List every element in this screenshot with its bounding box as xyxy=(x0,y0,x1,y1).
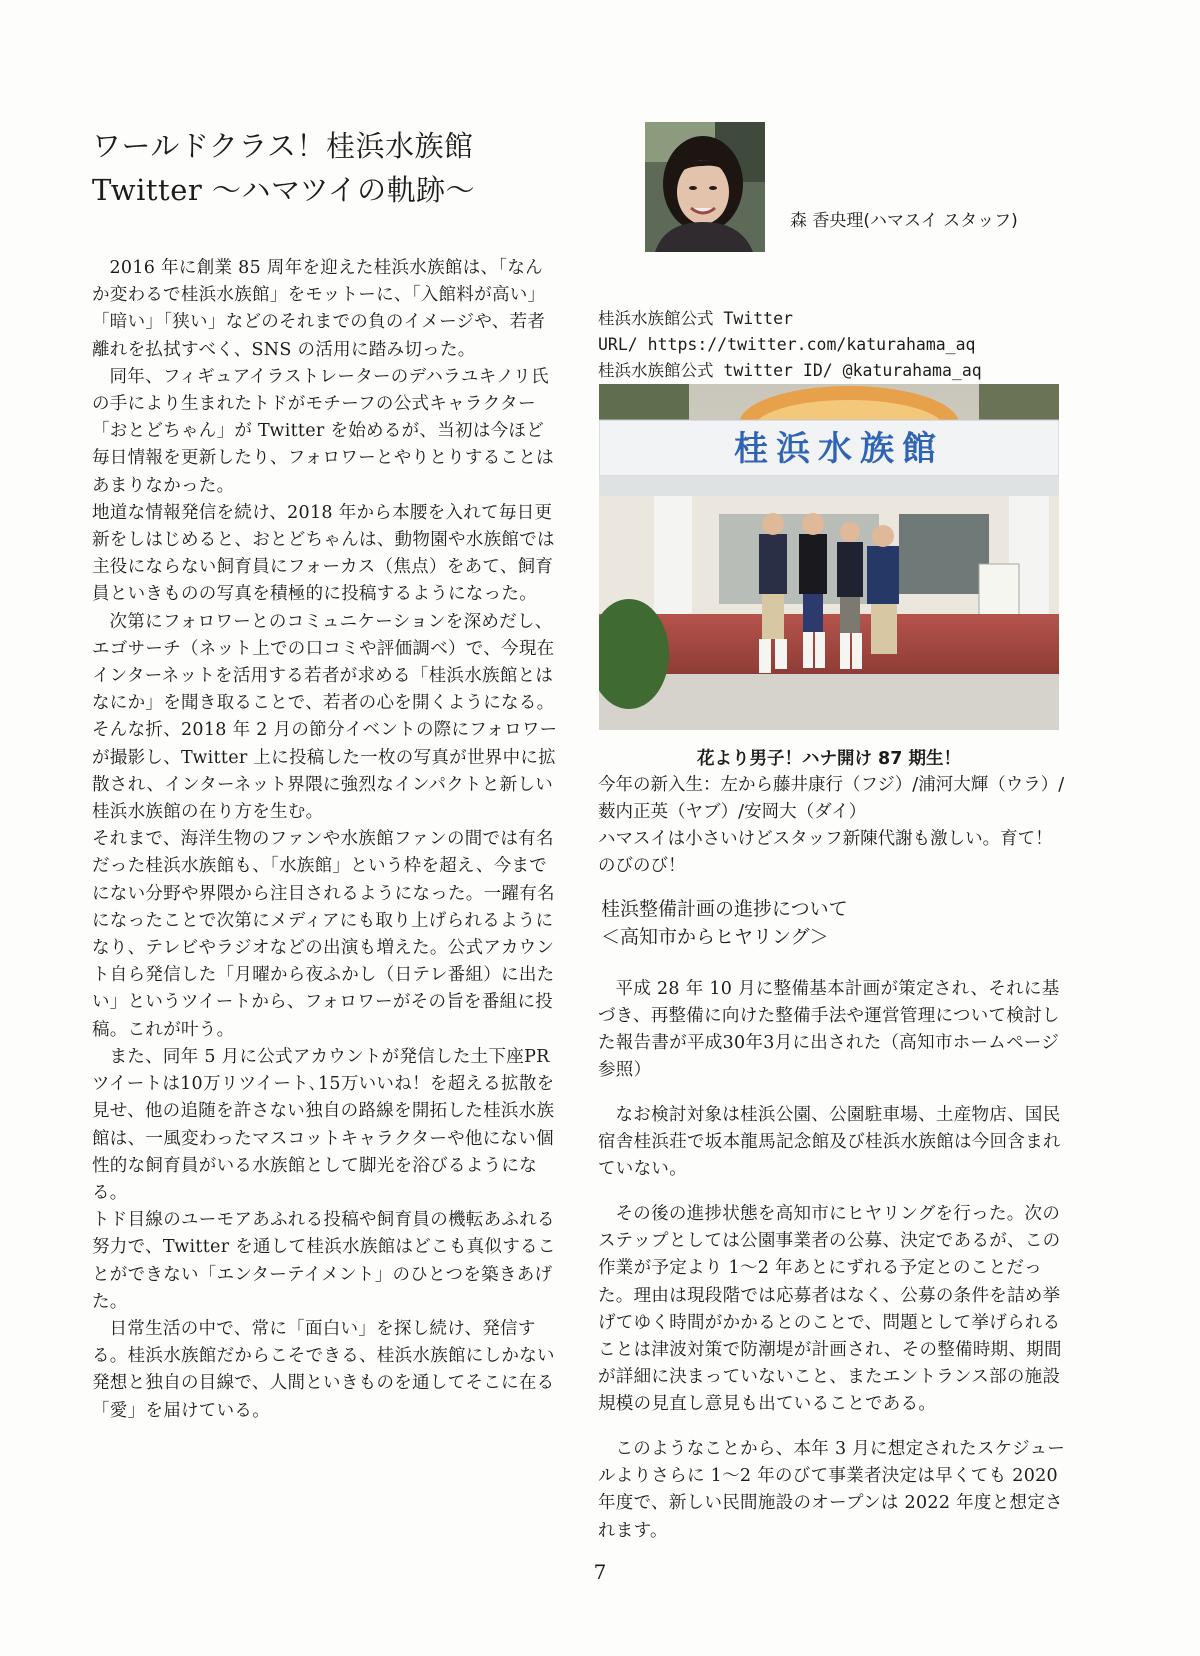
section-paragraph: このようなことから、本年 3 月に想定されたスケジュールよりさらに 1～2 年のびて事業者決定は早くても 2020 年度で、新しい民間施設のオープンは 2022 年度と想定されます。 xyxy=(598,1439,1066,1541)
photo-caption-line: ハマスイは小さいけどスタッフ新陳代謝も激しい。育て！のびのび！ xyxy=(598,829,1053,876)
section-heading xyxy=(601,895,1071,951)
twitter-label: 桂浜水族館公式 Twitter xyxy=(598,309,793,328)
article-body-left xyxy=(92,255,560,1425)
section-body xyxy=(598,958,1068,1562)
author-name: 森 香央理(ハマスイ スタッフ) xyxy=(790,211,1018,231)
photo-caption-line: 今年の新入生：左から藤井康行（フジ）/浦河大輝（ウラ）/薮内正英（ヤブ）/安岡大（ダイ） xyxy=(598,775,1065,822)
article-paragraph: 日常生活の中で、常に「面白い」を探し続け、発信する。桂浜水族館だからこそできる、桂浜水族館にしかない発想と独自の目線で、人間といきものを通してそこに在る「愛」を届けている。 xyxy=(92,1318,555,1421)
article-paragraph: 2016 年に創業 85 周年を迎えた桂浜水族館は、「なんか変わるで桂浜水族館」をモットーに、「入館料が高い」「暗い」「狭い」などのそれまでの負のイメージや、若者離れを払拭すべく、SNS の活用に踏み切った。 xyxy=(92,258,546,360)
article-title-line-1: ワールドクラス！桂浜水族館 xyxy=(92,129,474,163)
twitter-url: URL/ https://twitter.com/katurahama_aq xyxy=(598,335,976,354)
author-portrait xyxy=(645,122,765,252)
section-title: 桂浜整備計画の進捗について xyxy=(601,898,848,920)
section-paragraph: なお検討対象は桂浜公園、公園駐車場、土産物店、国民宿舎桂浜荘で坂本龍馬記念館及び桂浜水族館は今回含まれていない。 xyxy=(598,1104,1061,1180)
photo-caption-title: 花より男子！ハナ開け 87 期生！ xyxy=(696,749,962,769)
article-paragraph: また、同年 5 月に公式アカウントが発信した土下座PRツイートは10万リツイート､15万いいね！を超える拡散を見せ、他の追随を許さない独自の路線を開拓した桂浜水族館は、一風変わったマスコットキャラクターや他にない個性的な飼育員がいる水族館として脚光を浴びるようになる。 xyxy=(92,1046,555,1203)
article-paragraph: それまで、海洋生物のファンや水族館ファンの間では有名だった桂浜水族館も、「水族館」という枠を超え、今までにない分野や界隈から注目されるようになった。一躍有名になったことで次第にメディアにも取り上げられるようになり、テレビやラジオなどの出演も増えた。公式アカウント自ら発信した「月曜から夜ふかし（日テレ番組）に出たい」というツイートから、フォロワーがその旨を番組に投稿。これが叶う。 xyxy=(92,829,555,1040)
photo-caption xyxy=(598,772,1068,880)
article-paragraph: 地道な情報発信を続け、2018 年から本腰を入れて毎日更新をしはじめると、おとどちゃんは、動物園や水族館では主役にならない飼育員にフォーカス（焦点）をあて、飼育員といきものの写真を積極的に投稿するようになった。 xyxy=(92,502,555,605)
page-number: 7 xyxy=(593,1560,607,1584)
section-paragraph: その後の進捗状態を高知市にヒヤリングを行った。次のステップとしては公園事業者の公募、決定であるが、この作業が予定より 1～2 年あとにずれる予定とのことだった。理由は現段階では応募者はなく、公募の条件を詰め挙げてゆく時間がかかるとのことで、問題として挙げられることは津波対策で防潮堤が計画され、その整備時期、期間が詳細に決まっていないこと、またエントランス部の施設規模の見直し意見も出ていることである。 xyxy=(598,1203,1062,1415)
aquarium-entrance-photo xyxy=(599,384,1059,730)
twitter-id: 桂浜水族館公式 twitter ID/ @katurahama_aq xyxy=(598,361,982,380)
section-subtitle: ＜高知市からヒヤリング＞ xyxy=(601,926,829,948)
article-paragraph: そんな折、2018 年 2 月の節分イベントの際にフォロワーが撮影し、Twitter 上に投稿した一枚の写真が世界中に拡散され、インターネット界隈に強烈なインパクトと新しい桂浜水族館の在り方を生む。 xyxy=(92,720,558,823)
article-paragraph: 次第にフォロワーとのコミュニケーションを深めだし、エゴサーチ（ネット上での口コミや評価調べ）で、今現在インターネットを活用する若者が求める「桂浜水族館とはなにか」を聞き取ることで、若者の心を開くようになる。 xyxy=(92,611,555,714)
article-title-line-2: Twitter ～ハマツイの軌跡～ xyxy=(92,173,476,207)
article-paragraph: 同年、フィギュアイラストレーターのデハラユキノリ氏の手により生まれたトドがモチーフの公式キャラクター「おとどちゃん」が Twitter を始めるが、当初は今ほど毎日情報を更新したり、フォロワーとやりとりすることはあまりなかった。 xyxy=(92,366,554,496)
aquarium-sign-text: 桂浜水族館 xyxy=(734,429,944,469)
article-title xyxy=(92,124,612,212)
article-paragraph: トド目線のユーモアあふれる投稿や飼育員の機転あふれる努力で、Twitter を通して桂浜水族館はどこも真似することができない「エンターテイメント」のひとつを築きあげた。 xyxy=(92,1210,556,1312)
twitter-info xyxy=(598,306,1068,384)
section-paragraph: 平成 28 年 10 月に整備基本計画が策定され、それに基づき、再整備に向けた整備手法や運営管理について検討した報告書が平成30年3月に出された（高知市ホームページ参照） xyxy=(598,978,1060,1081)
